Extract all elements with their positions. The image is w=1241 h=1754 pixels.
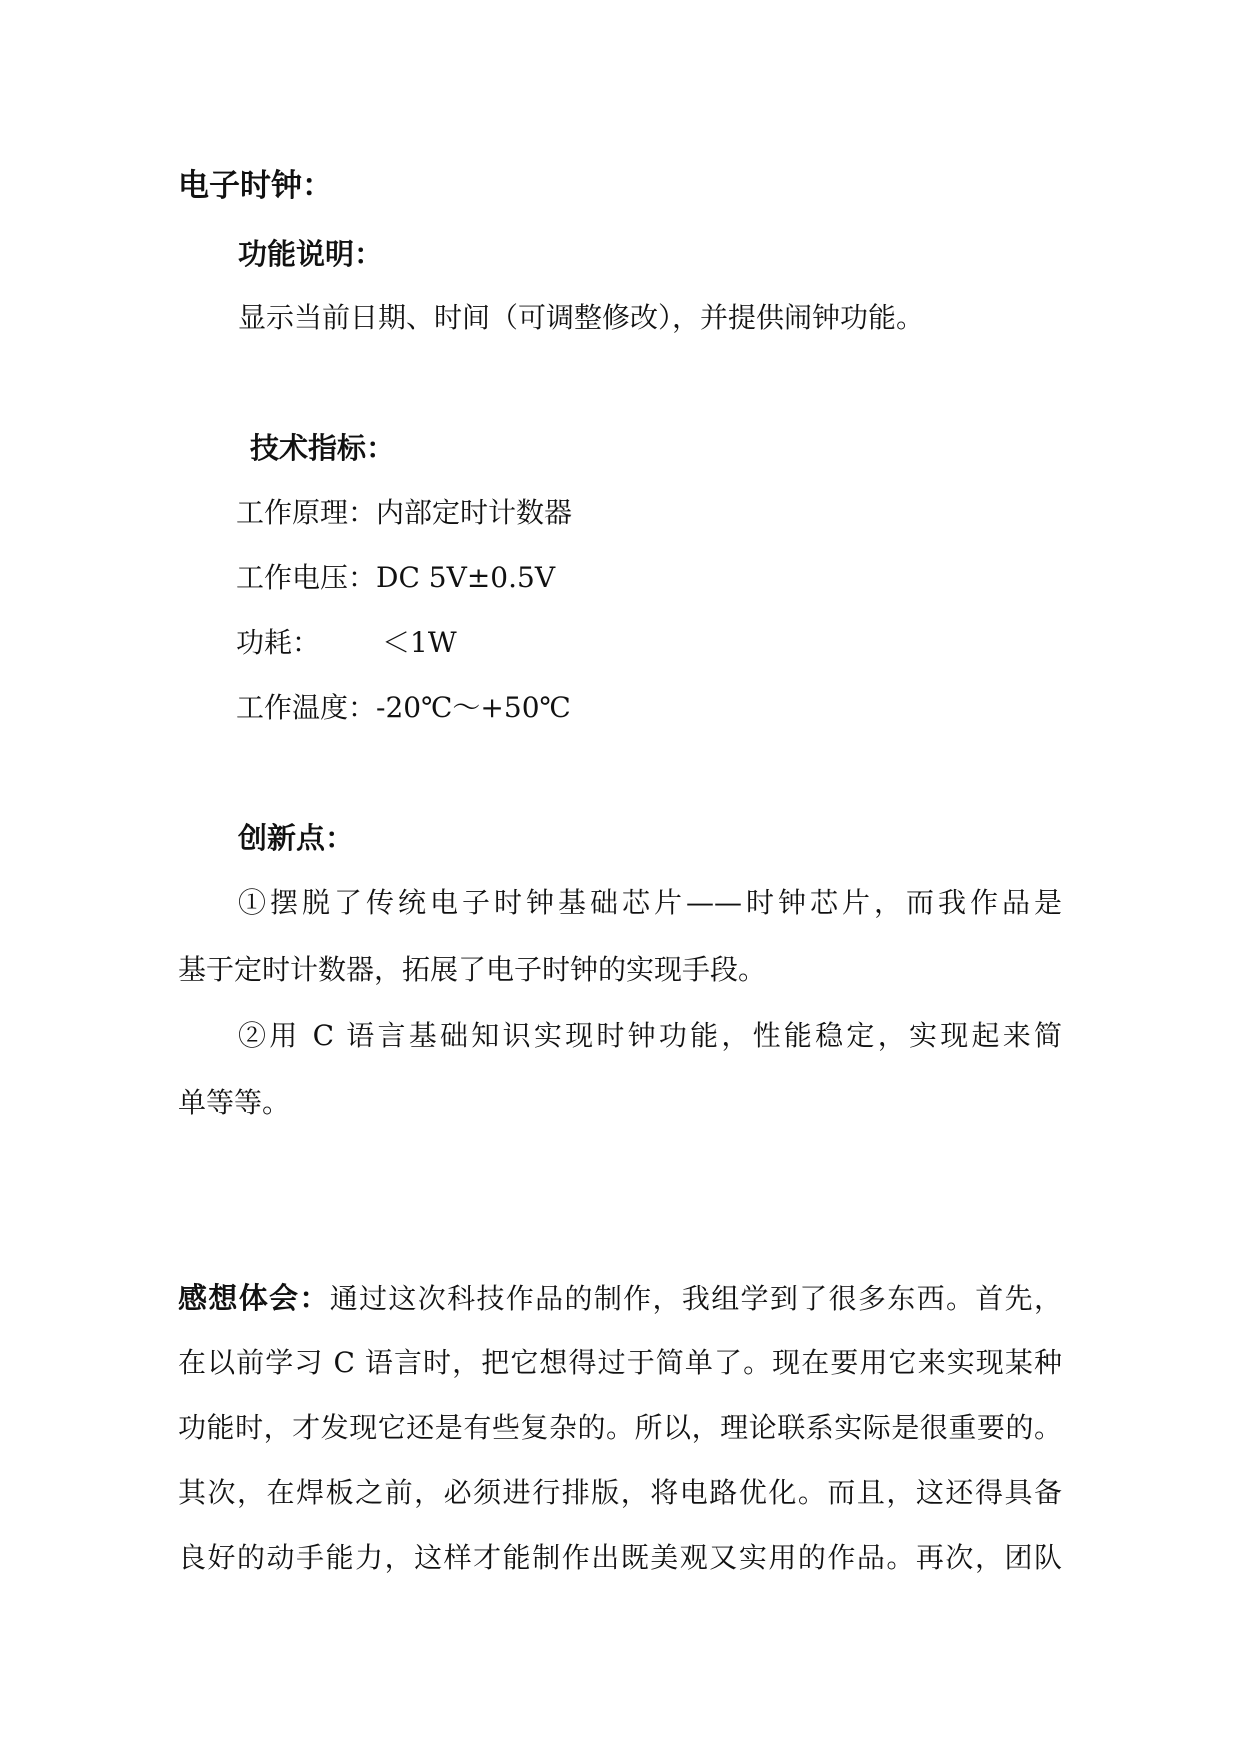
spec-value: DC 5V±0.5V (376, 561, 556, 594)
spec-row (236, 560, 555, 596)
spec-label: 工作电压： (236, 561, 377, 594)
innovation-line: ②用 C 语言基础知识实现时钟功能，性能稳定，实现起来简 (238, 1019, 1062, 1052)
function-heading: 功能说明： (238, 237, 384, 271)
function-text: 显示当前日期、时间（可调整修改），并提供闹钟功能。 (238, 301, 925, 334)
innovation-line: 单等等。 (178, 1086, 291, 1119)
specs-heading: 技术指标： (250, 431, 396, 465)
spec-value: ＜1W (382, 626, 457, 659)
spec-row (236, 625, 457, 661)
reflection-line: 功能时，才发现它还是有些复杂的。所以，理论联系实际是很重要的。 (178, 1411, 1062, 1444)
innovation-line: 基于定时计数器，拓展了电子时钟的实现手段。 (178, 953, 767, 986)
spec-label: 工作原理： (236, 496, 377, 529)
innovation-heading: 创新点： (238, 821, 355, 855)
spec-value: 内部定时计数器 (376, 496, 573, 529)
reflection-heading: 感想体会： (178, 1281, 330, 1315)
reflection-line: 良好的动手能力，这样才能制作出既美观又实用的作品。再次，团队 (178, 1541, 1062, 1574)
spec-label: 功耗： (236, 626, 321, 659)
spec-label: 工作温度： (236, 691, 377, 724)
spec-row (236, 690, 571, 726)
spec-row (236, 495, 572, 531)
reflection-line: 其次，在焊板之前，必须进行排版，将电路优化。而且，这还得具备 (178, 1476, 1062, 1509)
document-title: 电子时钟： (178, 168, 333, 204)
spec-value: -20℃～+50℃ (376, 691, 571, 724)
reflection-text: 通过这次科技作品的制作，我组学到了很多东西。首先， (329, 1282, 1062, 1315)
innovation-line: ①摆脱了传统电子时钟基础芯片——时钟芯片，而我作品是 (238, 886, 1062, 919)
reflection-line: 在以前学习 C 语言时，把它想得过于简单了。现在要用它来实现某种 (178, 1346, 1062, 1379)
reflection-first-line (178, 1280, 1062, 1317)
